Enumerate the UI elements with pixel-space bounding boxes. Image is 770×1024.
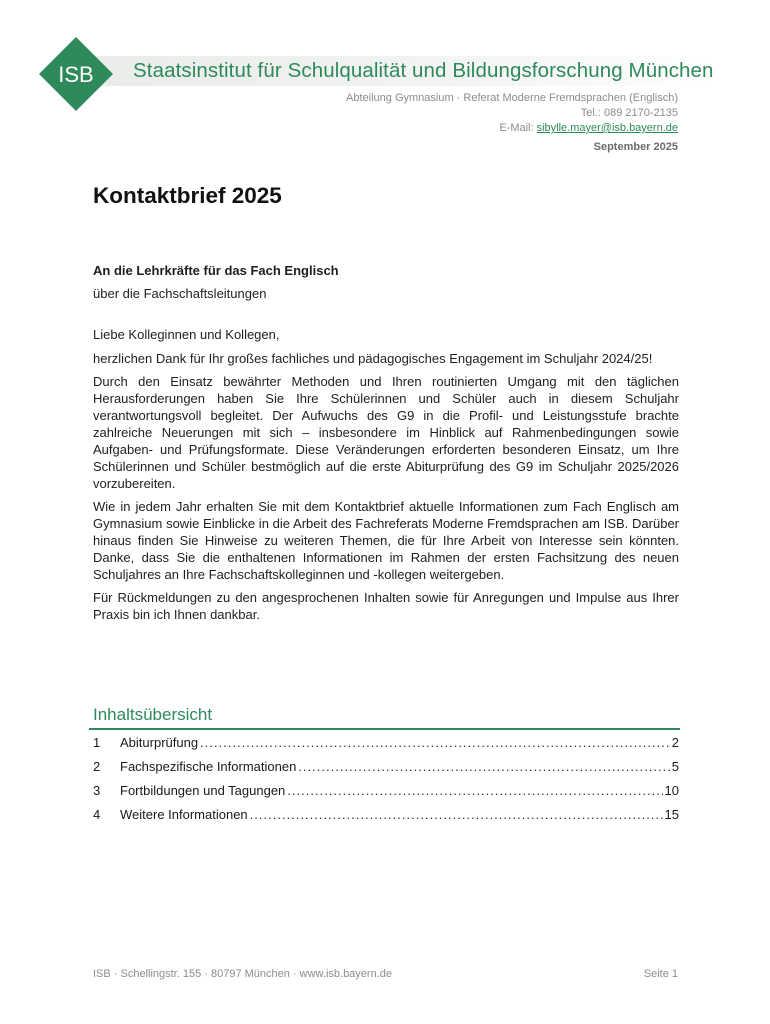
toc-leader xyxy=(298,759,669,774)
toc-title: Fachspezifische Informationen xyxy=(120,759,297,774)
department-line: Abteilung Gymnasium · Referat Moderne Fremdsprachen (Englisch) xyxy=(346,92,678,104)
salutation: Liebe Kolleginnen und Kollegen, xyxy=(93,327,280,342)
toc-number: 1 xyxy=(93,735,101,750)
toc-leader xyxy=(287,783,662,798)
email-link[interactable]: sibylle.mayer@isb.bayern.de xyxy=(536,122,678,134)
paragraph: Für Rückmeldungen zu den angesprochenen Inhalten sowie für Anregungen und Impulse aus Ihrer Praxis bin ich Ihnen dankbar. xyxy=(93,590,679,622)
toc-page: 5 xyxy=(671,759,679,774)
letter-body xyxy=(93,262,679,629)
toc-page: 2 xyxy=(671,735,679,750)
email-label: E-Mail: xyxy=(499,122,537,134)
page-number: Seite 1 xyxy=(643,968,678,980)
paragraph: Durch den Einsatz bewährter Methoden und Ihren routinierten Umgang mit den täglichen Herausforderungen haben Sie Ihre Schülerinnen und Schüler auch in diesem Schuljahr verantwortungsvoll begleitet. Der Aufwuchs des G9 in die Profil- und Leistungsstufe brachte zahlreiche Neuerungen mit sich – insbesondere im Hinblick auf Rahmenbedingungen sowie Aufgaben- und Prüfungsformate. Diese Veränderungen erforderten besonderen Einsatz, um Ihre Schülerinnen und Schüler bestmöglich auf die erste Abiturprüfung des G9 im Schuljahr 2025/2026 vorzubereiten. xyxy=(93,374,679,491)
toc-page: 15 xyxy=(664,807,679,822)
paragraph: Wie in jedem Jahr erhalten Sie mit dem Kontaktbrief aktuelle Informationen zum Fach Englisch am Gymnasium sowie Einblicke in die Arbeit des Fachreferats Moderne Fremdsprachen am ISB. Darüber hinaus finden Sie Hinweise zu weiteren Themen, die für Ihre Arbeit von Interesse sein könnten. Danke, dass Sie die enthaltenen Informationen im Rahmen der ersten Fachsitzung des neuen Schuljahres an Ihre Fachschaftskolleginnen und -kollegen weitergeben. xyxy=(93,499,679,582)
toc-leader xyxy=(200,735,670,750)
toc-entry[interactable] xyxy=(93,735,679,759)
logo-text: ISB xyxy=(58,62,94,87)
recipient-subline: über die Fachschaftsleitungen xyxy=(93,286,267,301)
table-of-contents xyxy=(93,735,679,831)
email-line xyxy=(346,121,678,136)
toc-leader xyxy=(250,807,663,822)
contact-block xyxy=(346,91,678,155)
toc-heading: Inhaltsübersicht xyxy=(93,705,213,724)
toc-page: 10 xyxy=(664,783,679,798)
toc-divider xyxy=(89,728,680,730)
phone-line: Tel.: 089 2170-2135 xyxy=(580,107,678,119)
toc-number: 2 xyxy=(93,759,101,774)
letter-date: September 2025 xyxy=(593,141,678,153)
paragraph: herzlichen Dank für Ihr großes fachliches und pädagogisches Engagement im Schuljahr 2024/25! xyxy=(93,351,653,366)
footer-address: ISB · Schellingstr. 155 · 80797 München · www.isb.bayern.de xyxy=(93,968,392,980)
toc-entry[interactable] xyxy=(93,759,679,783)
toc-number: 3 xyxy=(93,783,101,798)
toc-entry[interactable] xyxy=(93,807,679,831)
document-title: Kontaktbrief 2025 xyxy=(93,183,282,208)
toc-title: Weitere Informationen xyxy=(120,807,248,822)
recipient-line: An die Lehrkräfte für das Fach Englisch xyxy=(93,263,339,278)
toc-number: 4 xyxy=(93,807,101,822)
isb-logo xyxy=(39,37,113,111)
toc-entry[interactable] xyxy=(93,783,679,807)
toc-title: Abiturprüfung xyxy=(120,735,199,750)
toc-title: Fortbildungen und Tagungen xyxy=(120,783,286,798)
organization-name: Staatsinstitut für Schulqualität und Bildungsforschung München xyxy=(133,59,714,82)
